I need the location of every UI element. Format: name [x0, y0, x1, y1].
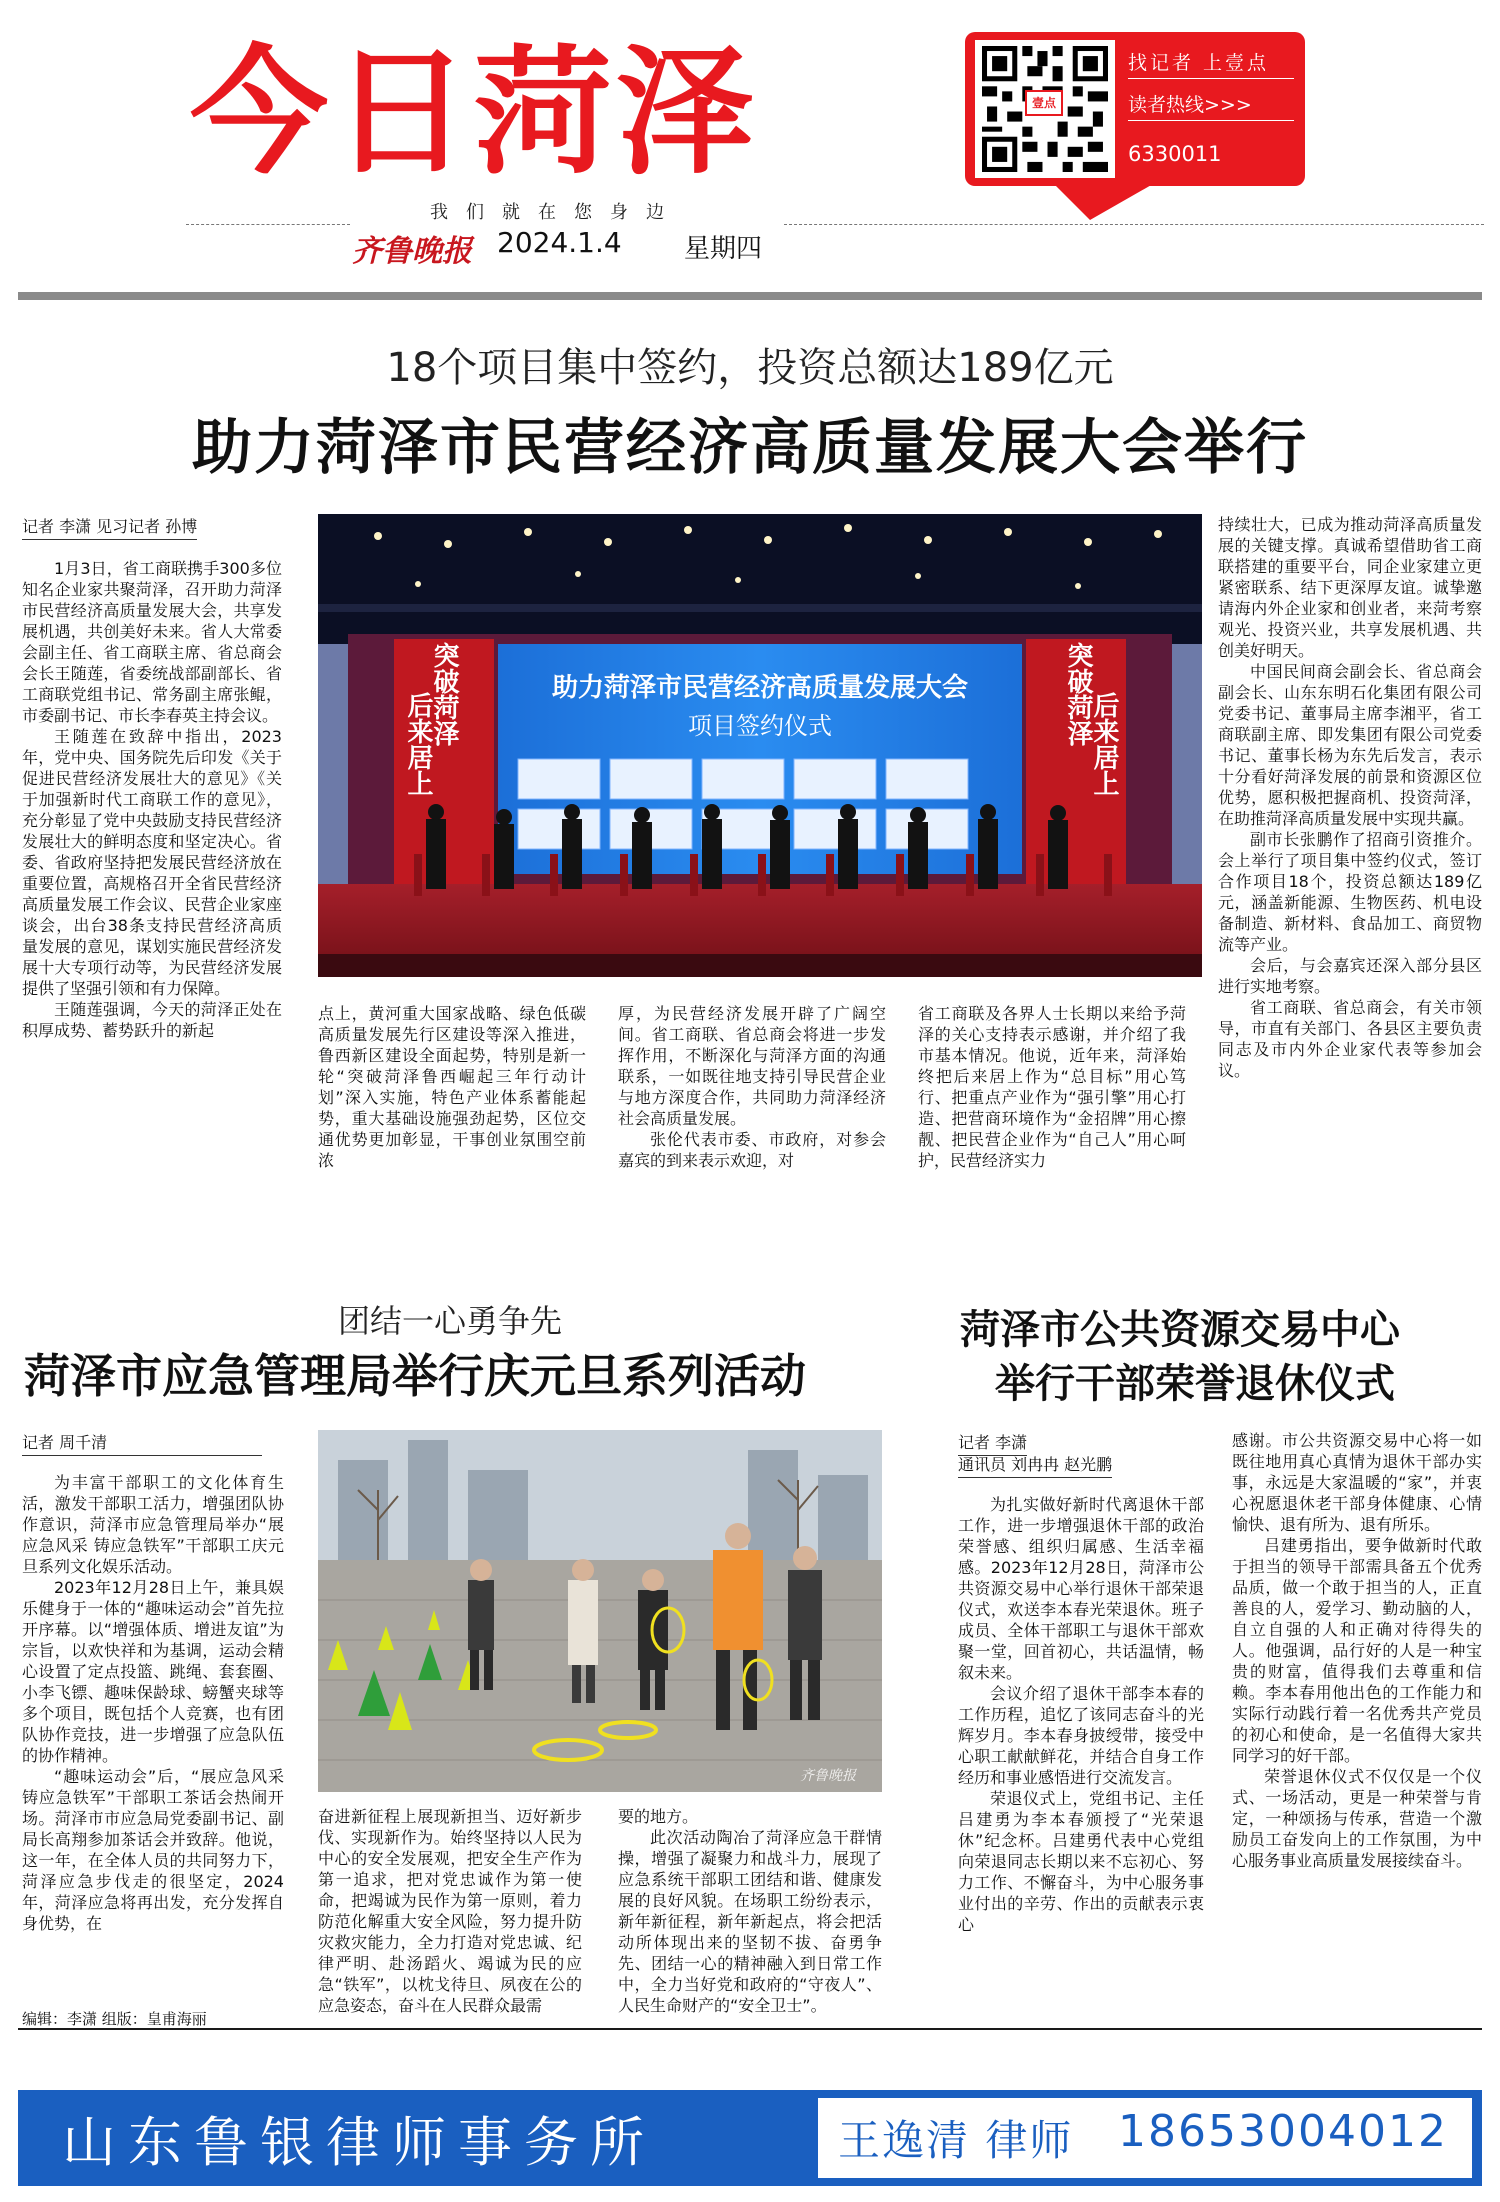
paragraph: “趣味运动会”后，“展应急风采 铸应急铁军”干部职工茶话会热闹开场。菏泽市市应急局党委副书记、副局长高翔参加茶话会并致辞。他说，这一年，在全体人员的共同努力下，菏泽应急步伐走的很坚定，2024年，菏泽应急将再出发，充分发挥自身优势，在 — [22, 1767, 284, 1933]
brand-logo: 齐鲁晚报 — [352, 234, 472, 269]
article1-column-1 — [22, 558, 282, 1218]
masthead-slogan: 我们就在您身边 — [430, 202, 682, 223]
screen-subtitle: 项目签约仪式 — [688, 712, 832, 740]
paragraph: 厚，为民营经济发展开辟了广阔空间。省工商联、省总商会将进一步发挥作用，不断深化与菏泽方面的沟通联系，一如既往地支持引导民营企业与地方深度合作，共同助力菏泽经济社会高质量发展。 — [618, 1004, 886, 1128]
masthead-title: 今日菏泽 — [190, 32, 759, 193]
issue-weekday: 星期四 — [684, 234, 763, 264]
article1-column-4 — [918, 1003, 1186, 1215]
masthead-rule — [18, 292, 1482, 300]
paragraph: 为丰富干部职工的文化体育生活，激发干部职工活力，增强团队协作意识，菏泽市应急管理局举办“展应急风采 铸应急铁军”干部职工庆元旦系列文化娱乐活动。 — [22, 1473, 284, 1576]
article2-column-1 — [22, 1472, 284, 1992]
paragraph: 2023年12月28日上午，兼具娱乐健身于一体的“趣味运动会”首先拉开序幕。以“增强体质、增进友谊”为宗旨，以欢快祥和为基调，运动会精心设置了定点投篮、跳绳、套套圈、小李飞镖、趣味保龄球、螃蟹夹球等多个项目，既包括个人竞赛，也有团队协作竞技，进一步增强了应急队伍的协作精神。 — [22, 1578, 284, 1765]
article3-column-2 — [1232, 1430, 1482, 1996]
article2-column-2 — [318, 1806, 582, 2015]
paragraph: 要的地方。 — [618, 1807, 699, 1826]
paragraph: 省工商联、省总商会，有关市领导，市直有关部门、各县区主要负责同志及市内外企业家代表等参加会议。 — [1218, 998, 1482, 1080]
banner-left-text-a: 突破菏泽 — [429, 642, 459, 746]
article1-column-5 — [1218, 514, 1482, 1218]
article1-byline: 记者 李潇 见习记者 孙博 — [22, 514, 197, 540]
photo-watermark: 齐鲁晚报 — [800, 1768, 856, 1784]
article2-headline[interactable]: 菏泽市应急管理局举行庆元旦系列活动 — [24, 1349, 806, 1403]
paragraph: 吕建勇指出，要争做新时代敢于担当的领导干部需具备五个优秀品质，做一个敢于担当的人，正直善良的人，爱学习、勤动脑的人，自立自强的人和正确对待得失的人。他强调，品行好的人是一种宝贵的财富，值得我们去尊重和信赖。李本春用他出色的工作能力和实际行动践行着一名优秀共产党员的初心和使命，是一名值得大家共同学习的好干部。 — [1232, 1536, 1482, 1765]
article3-byline-reporter: 记者 李潇 — [958, 1430, 1027, 1456]
paragraph: 荣退仪式上，党组书记、主任吕建勇为李本春颁授了“光荣退休”纪念杯。吕建勇代表中心党组向荣退同志长期以来不忘初心、努力工作、不懈奋斗，为中心服务事业付出的辛劳、作出的贡献表示衷心 — [958, 1789, 1204, 1934]
ad-lawyer-name: 王逸清 律师 — [838, 2116, 1074, 2165]
banner-left-text-b: 后来居上 — [403, 692, 433, 796]
banner-right-text-a: 突破菏泽 — [1063, 642, 1093, 746]
paragraph: 会议介绍了退休干部李本春的工作历程，追忆了该同志奋斗的光辉岁月。李本春身披绶带，接受中心职工献献鲜花，并结合自身工作经历和事业感悟进行交流发言。 — [958, 1684, 1204, 1787]
hotline-label: 读者热线>>> — [1128, 94, 1252, 116]
hotline-number[interactable]: 6330011 — [1128, 142, 1222, 166]
paragraph: 省工商联及各界人士长期以来给予菏泽的关心支持表示感谢，并介绍了我市基本情况。他说，近年来，菏泽始终把后来居上作为“总目标”用心笃行、把重点产业作为“强引擎”用心打造、把营商环境作为“金招牌”用心擦靓、把民营企业作为“自己人”用心呵护，民营经济实力 — [918, 1004, 1186, 1170]
paragraph: 为扎实做好新时代离退休干部工作，进一步增强退休干部的政治荣誉感、组织归属感、生活幸福感。2023年12月28日，菏泽市公共资源交易中心举行退休干部荣退仪式，欢送李本春光荣退休。班子成员、全体干部职工与退休干部欢聚一堂，回首初心，共话温情，畅叙未来。 — [958, 1495, 1204, 1682]
paragraph: 会后，与会嘉宾还深入部分县区进行实地考察。 — [1218, 956, 1482, 996]
article3-column-1 — [958, 1494, 1204, 1994]
article3-byline-correspondents: 通讯员 刘冉冉 赵光鹏 — [958, 1452, 1112, 1478]
paragraph: 荣誉退休仪式不仅仅是一个仪式、一场活动，更是一种荣誉与肯定，一种颂扬与传承，营造一个激励员工奋发向上的工作氛围，为中心服务事业高质量发展接续奋斗。 — [1232, 1767, 1482, 1870]
hotline-divider — [1128, 78, 1294, 79]
paragraph: 持续壮大，已成为推动菏泽高质量发展的关键支撑。真诚希望借助省工商联搭建的重要平台，同企业家建立更紧密联系、结下更深厚友谊。诚挚邀请海内外企业家和创业者，来菏考察观光、投资兴业，共享发展机遇、共创美好明天。 — [1218, 515, 1482, 660]
article3-headline-line1[interactable]: 菏泽市公共资源交易中心 — [960, 1306, 1400, 1353]
article1-photo[interactable] — [318, 514, 1202, 977]
paragraph: 此次活动陶冶了菏泽应急干群情操，增强了凝聚力和战斗力，展现了应急系统干部职工团结和谐、健康发展的良好风貌。在场职工纷纷表示，新年新征程，新年新起点，将会把活动所体现出来的坚韧不拔、奋勇争先、团结一心的精神融入到日常工作中，全力当好党和政府的“守夜人”、人民生命财产的“安全卫士”。 — [618, 1828, 882, 2015]
qr-badge: 壹点 — [1025, 90, 1063, 116]
ad-firm-name: 山东鲁银律师事务所 — [62, 2111, 656, 2174]
paragraph: 王随莲在致辞中指出，2023年，党中央、国务院先后印发《关于促进民营经济发展壮大的意见》《关于加强新时代工商联工作的意见》，充分彰显了党中央鼓励支持民营经济发展壮大的鲜明态度和坚定决心。省委、省政府坚持把发展民营经济放在重要位置，高规格召开全省民营经济高质量发展工作会议、民营企业家座谈会，出台38条支持民营经济高质量发展的意见，谋划实施民营经济发展十大专项行动等，为民营经济发展提供了坚强引领和有力保障。 — [22, 727, 282, 998]
paragraph: 感谢。市公共资源交易中心将一如既往地用真心真情为退休干部办实事，永远是大家温暖的“家”，并衷心祝愿退休老干部身体健康、心情愉快、退有所为、退有所乐。 — [1232, 1431, 1482, 1534]
paragraph: 王随莲强调，今天的菏泽正处在积厚成势、蓄势跃升的新起 — [22, 1000, 282, 1040]
article1-column-2 — [318, 1003, 586, 1215]
dashed-divider — [784, 224, 1484, 225]
editor-credits: 编辑：李潇 组版：皇甫海丽 — [22, 2010, 207, 2028]
qr-code[interactable] — [975, 40, 1115, 178]
paragraph: 奋进新征程上展现新担当、迈好新步伐、实现新作为。始终坚持以人民为中心的安全发展观，把安全生产作为第一追求，把对党忠诚作为第一使命，把竭诚为民作为第一原则，着力防范化解重大安全风险，努力提升防灾救灾能力，全力打造对党忠诚、纪律严明、赴汤蹈火、竭诚为民的应急“铁军”，以枕戈待旦、夙夜在公的应急姿态，奋斗在人民群众最需 — [318, 1807, 582, 2015]
article1-headline[interactable]: 助力菏泽市民营经济高质量发展大会举行 — [192, 413, 1308, 483]
ad-phone-number[interactable]: 18653004012 — [1118, 2106, 1448, 2157]
article1-column-3 — [618, 1003, 886, 1215]
footer-rule — [18, 2028, 1482, 2030]
article3-headline-line2[interactable]: 举行干部荣誉退休仪式 — [995, 1360, 1395, 1407]
article1-subtitle: 18个项目集中签约，投资总额达189亿元 — [386, 345, 1114, 391]
paragraph: 中国民间商会副会长、省总商会副会长、山东东明石化集团有限公司党委书记、董事局主席李湘平，省工商联副主席、即发集团有限公司党委书记、董事长杨为东先后发言，表示十分看好菏泽发展的前景和资源区位优势，愿积极把握商机、投资菏泽，在助推菏泽高质量发展中实现共赢。 — [1218, 662, 1482, 828]
paragraph: 张伦代表市委、市政府，对参会嘉宾的到来表示欢迎，对 — [618, 1130, 886, 1170]
article2-subtitle: 团结一心勇争先 — [338, 1302, 563, 1340]
article2-byline: 记者 周千清 — [22, 1430, 262, 1456]
screen-title: 助力菏泽市民营经济高质量发展大会 — [551, 673, 969, 703]
hotline-divider — [1128, 120, 1294, 121]
hotline-tagline: 找记者 上壹点 — [1128, 52, 1270, 74]
issue-date: 2024.1.4 — [497, 226, 622, 259]
article2-photo[interactable] — [318, 1430, 882, 1792]
dashed-divider — [186, 224, 350, 225]
paragraph: 副市长张鹏作了招商引资推介。会上举行了项目集中签约仪式，签订合作项目18个，投资总额达189亿元，涵盖新能源、生物医药、机电设备制造、新材料、食品加工、商贸物流等产业。 — [1218, 830, 1482, 954]
banner-right-text-b: 后来居上 — [1089, 692, 1119, 796]
article2-column-3 — [618, 1806, 882, 2015]
sports-photo-illustration — [318, 1430, 882, 1792]
paragraph: 1月3日，省工商联携手300多位知名企业家共聚菏泽，召开助力菏泽市民营经济高质量发展大会，共享发展机遇，共创美好未来。省人大常委会副主任、省工商联主席、省总商会会长王随莲，省委统战部副部长、省工商联党组书记、常务副主席张鲲，市委副书记、市长李春英主持会议。 — [22, 559, 282, 725]
hotline-box-tail — [1050, 180, 1160, 220]
paragraph: 点上，黄河重大国家战略、绿色低碳高质量发展先行区建设等深入推进，鲁西新区建设全面起势，特别是新一轮“突破菏泽鲁西崛起三年行动计划”深入实施，特色产业体系蓄能起势，重大基础设施强劲起势，区位交通优势更加彰显，干事创业氛围空前浓 — [318, 1004, 586, 1170]
stage-photo-illustration — [318, 514, 1202, 977]
